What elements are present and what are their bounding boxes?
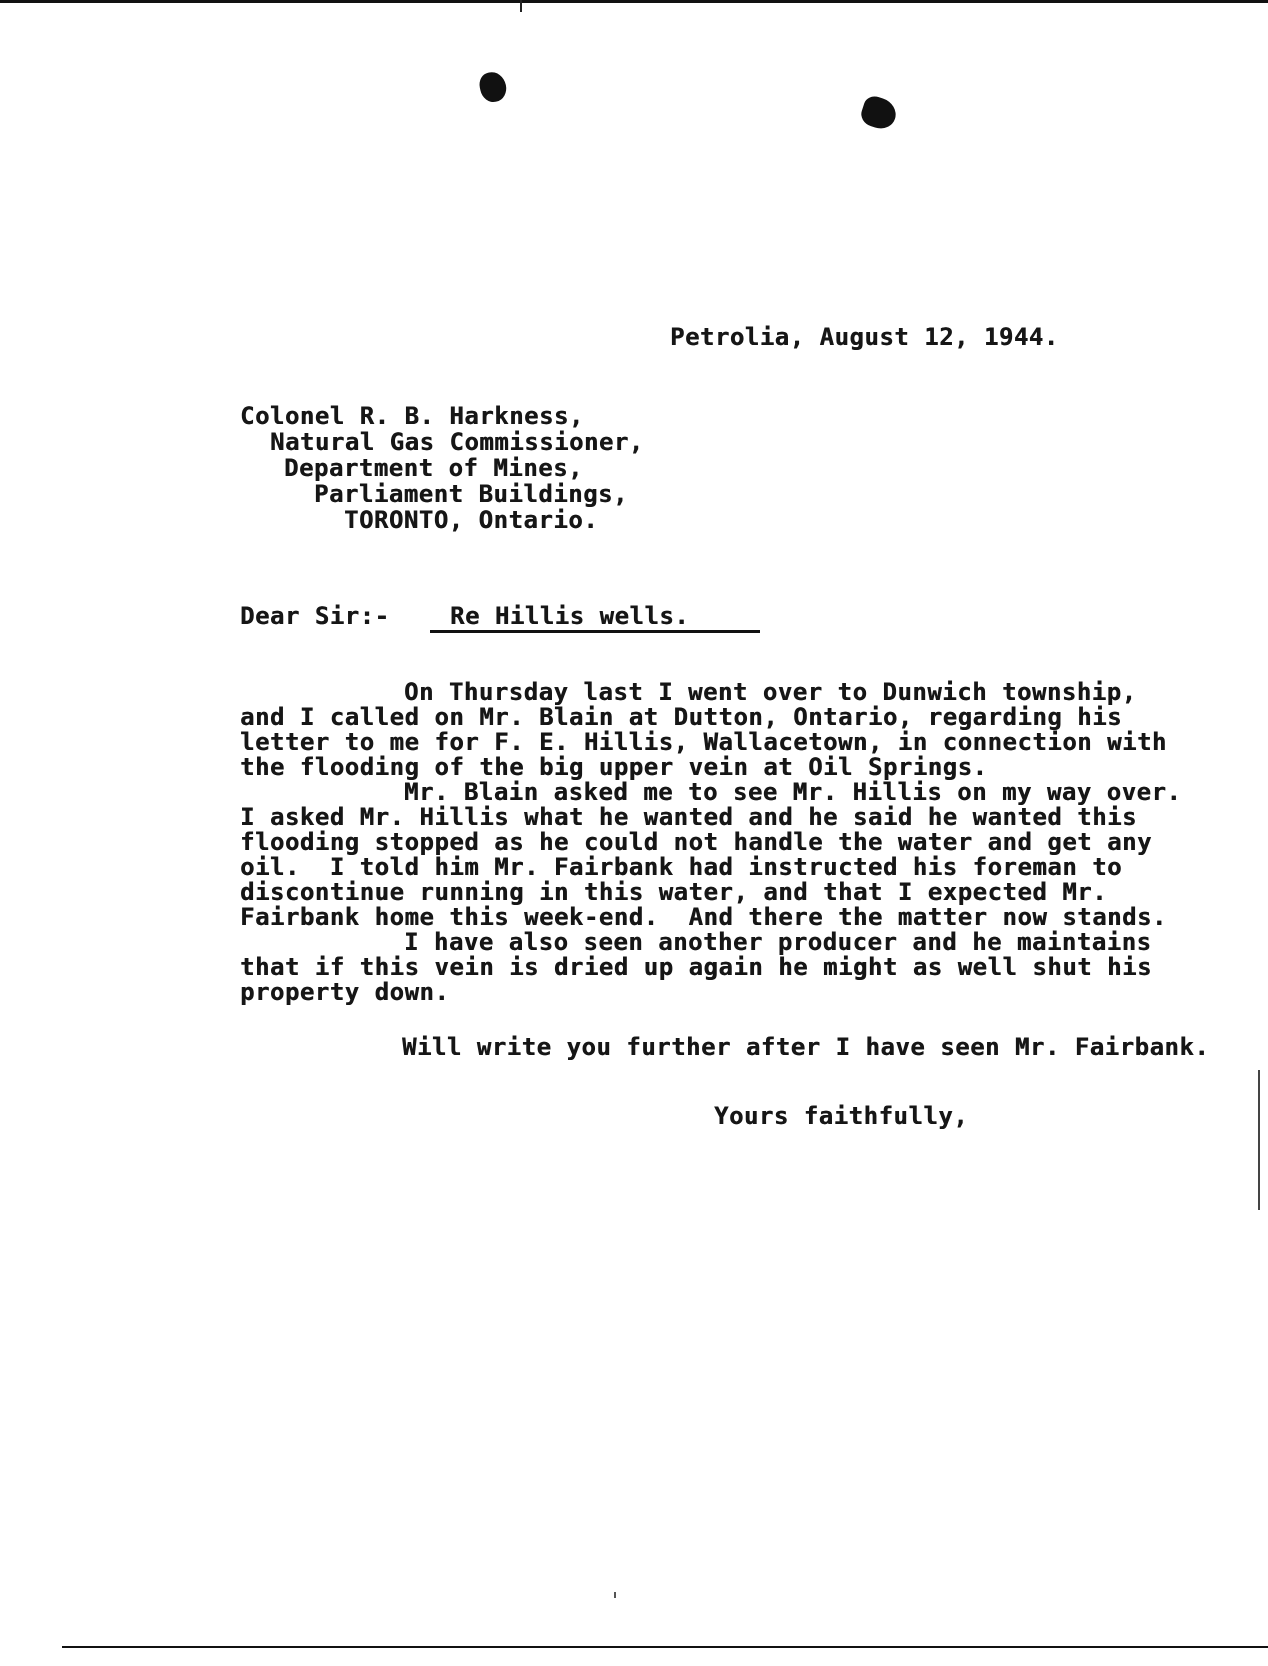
dateline: Petrolia, August 12, 1944. (670, 323, 1059, 351)
body-line: On Thursday last I went over to Dunwich township, (404, 678, 1137, 706)
body-line: property down. (240, 978, 450, 1006)
address-line: Colonel R. B. Harkness, (240, 402, 584, 430)
bottom-edge-rule (62, 1646, 1268, 1648)
top-edge-mark (520, 0, 522, 12)
body-line: and I called on Mr. Blain at Dutton, Ontario, regarding his (240, 703, 1123, 731)
body-line: Mr. Blain asked me to see Mr. Hillis on my way over. (404, 778, 1182, 806)
stray-mark (614, 1592, 616, 1598)
closing-sentence: Will write you further after I have seen Mr. Fairbank. (402, 1033, 1210, 1061)
salutation: Dear Sir:- (240, 602, 390, 630)
body-line: I asked Mr. Hillis what he wanted and he said he wanted this (240, 803, 1137, 831)
subject-line: Re Hillis wells. (450, 602, 690, 630)
top-edge-rule (0, 0, 1268, 3)
body-line: that if this vein is dried up again he might as well shut his (240, 953, 1152, 981)
subject-underline (430, 630, 760, 633)
body-line: Fairbank home this week-end. And there the matter now stands. (240, 903, 1167, 931)
body-line: letter to me for F. E. Hillis, Wallacetown, in connection with (240, 728, 1167, 756)
ink-blot (858, 93, 900, 132)
body-line: flooding stopped as he could not handle the water and get any (240, 828, 1152, 856)
right-edge-mark (1258, 1070, 1260, 1210)
address-line: Natural Gas Commissioner, (270, 428, 644, 456)
body-line: discontinue running in this water, and that I expected Mr. (240, 878, 1108, 906)
body-line: oil. I told him Mr. Fairbank had instructed his foreman to (240, 853, 1123, 881)
signoff: Yours faithfully, (714, 1102, 969, 1130)
body-line: the flooding of the big upper vein at Oil Springs. (240, 753, 988, 781)
address-line: Department of Mines, (284, 454, 583, 482)
address-line: Parliament Buildings, (314, 480, 628, 508)
ink-blot (477, 70, 509, 105)
body-line: I have also seen another producer and he maintains (404, 928, 1152, 956)
address-line: TORONTO, Ontario. (344, 506, 599, 534)
